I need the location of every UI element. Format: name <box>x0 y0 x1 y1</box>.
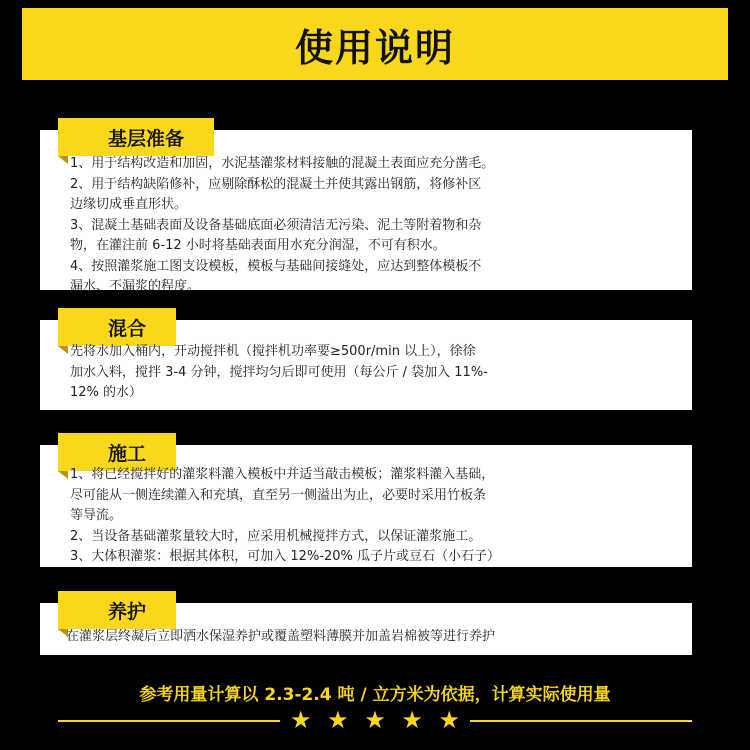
usage-footnote: 参考用量计算以 2.3-2.4 吨 / 立方米为依据，计算实际使用量 <box>139 685 611 705</box>
section-card-preparation <box>40 127 692 294</box>
section-body <box>70 342 678 404</box>
star-icon: ★ <box>401 706 423 734</box>
section-body <box>70 154 678 298</box>
star-icon: ★ <box>364 706 386 734</box>
section-heading: 基层准备 <box>108 127 185 150</box>
body-line: 3、大体积灌浆：根据其体积，可加入 12%-20% 瓜子片或豆石（小石子） <box>70 549 501 564</box>
star-icon: ★ <box>438 706 460 734</box>
body-line: 1、用于结构改造和加固，水泥基灌浆材料接触的混凝土表面应充分凿毛。 <box>70 156 495 171</box>
section-heading: 养护 <box>108 600 147 623</box>
footer-rule-right <box>470 720 692 722</box>
body-line: 漏水、不漏浆的程度。 <box>70 279 201 294</box>
star-icon: ★ <box>290 706 312 734</box>
ribbon-fold <box>58 471 68 479</box>
section-heading-tab <box>58 591 176 629</box>
footer-rule-left <box>58 720 280 722</box>
section-card-curing <box>40 600 692 655</box>
body-line: 加水入料，搅拌 3-4 分钟，搅拌均匀后即可使用（每公斤 / 袋加入 11%- <box>70 364 488 380</box>
body-line: 12% 的水） <box>70 385 143 400</box>
body-line: 尽可能从一侧连续灌入和充填，直至另一侧溢出为止，必要时采用竹板条 <box>70 487 487 503</box>
body-line: 3、混凝土基础表面及设备基础底面必须清洁无污染、泥土等附着物和杂 <box>70 217 482 233</box>
section-heading-tab <box>58 118 214 156</box>
section-heading-tab <box>58 308 176 346</box>
ribbon-fold <box>58 346 68 354</box>
body-line: 4、按照灌浆施工图支设模板，模板与基础间接缝处，应达到整体模板不 <box>70 258 482 274</box>
section-card-mixing <box>40 317 692 410</box>
section-heading: 施工 <box>108 442 147 465</box>
star-icon: ★ <box>327 706 349 734</box>
section-heading: 混合 <box>108 317 147 340</box>
body-line: 在灌浆层终凝后立即洒水保湿养护或覆盖塑料薄膜并加盖岩棉被等进行养护 <box>66 629 496 644</box>
section-body <box>66 627 678 648</box>
ribbon-fold <box>58 156 68 164</box>
body-line: 边缘切成垂直形状。 <box>70 197 188 212</box>
body-line: 2、当设备基础灌浆量较大时，应采用机械搅拌方式，以保证灌浆施工。 <box>70 528 482 544</box>
body-line: 1、将已经搅拌好的灌浆料灌入模板中并适当敲击模板；灌浆料灌入基础， <box>70 467 495 482</box>
body-line: 等导流。 <box>70 508 123 523</box>
body-line: 2、用于结构缺陷修补，应剔除酥松的混凝土并使其露出钢筋，将修补区 <box>70 176 482 192</box>
body-line: 先将水加入桶内，开动搅拌机（搅拌机功率要≥500r/min 以上），徐徐 <box>70 344 476 359</box>
page-title: 使用说明 <box>294 25 455 70</box>
title-banner <box>22 8 728 80</box>
rating-stars <box>290 707 460 733</box>
section-card-construction <box>40 442 692 567</box>
body-line: 物，在灌注前 6-12 小时将基础表面用水充分润湿，不可有积水。 <box>70 238 446 253</box>
section-body <box>70 465 678 568</box>
